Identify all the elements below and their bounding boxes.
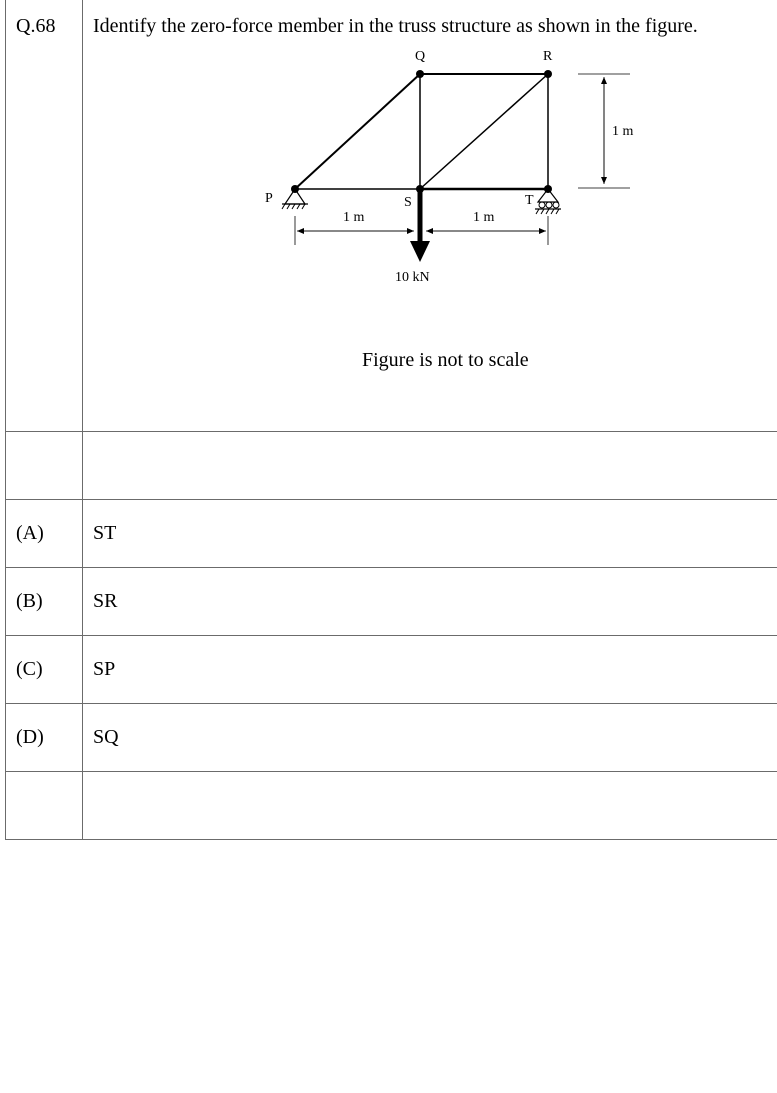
- option-text-cell[interactable]: [83, 500, 777, 568]
- dimension-height-label: 1 m: [612, 124, 634, 139]
- option-text: SQ: [93, 726, 119, 748]
- question-table: [5, 0, 777, 840]
- dimension-left-label: 1 m: [343, 210, 365, 225]
- option-row-c[interactable]: [6, 636, 777, 704]
- option-label: (B): [16, 590, 43, 612]
- option-text-cell[interactable]: [83, 704, 777, 772]
- load-arrow: [410, 189, 430, 262]
- option-label: (D): [16, 726, 44, 748]
- joint-Q: [416, 70, 424, 78]
- option-label-cell: [6, 704, 83, 772]
- question-row: [6, 0, 777, 432]
- node-label-Q: Q: [415, 49, 426, 64]
- figure-caption: Figure is not to scale: [362, 349, 529, 371]
- option-text-cell[interactable]: [83, 568, 777, 636]
- option-label-cell: [6, 568, 83, 636]
- blank-row: [6, 772, 777, 840]
- node-label-S: S: [404, 195, 412, 210]
- node-label-R: R: [543, 49, 553, 64]
- blank-row: [6, 432, 777, 500]
- dimension-right-label: 1 m: [473, 210, 495, 225]
- option-text: SP: [93, 658, 116, 680]
- node-label-T: T: [525, 193, 534, 208]
- load-label: 10 kN: [395, 270, 430, 285]
- option-label-cell: [6, 500, 83, 568]
- option-row-a[interactable]: [6, 500, 777, 568]
- option-text-cell[interactable]: [83, 636, 777, 704]
- option-row-d[interactable]: [6, 704, 777, 772]
- question-text: Identify the zero-force member in the truss structure as shown in the figure.: [93, 15, 698, 37]
- option-text: ST: [93, 522, 117, 544]
- option-label: (A): [16, 522, 44, 544]
- option-text: SR: [93, 590, 118, 612]
- question-number: Q.68: [16, 15, 56, 37]
- joint-R: [544, 70, 552, 78]
- question-number-cell: [6, 0, 83, 432]
- member-PQ: [295, 74, 420, 189]
- question-body-cell: [83, 0, 777, 432]
- member-SR: [420, 74, 548, 189]
- option-row-b[interactable]: [6, 568, 777, 636]
- option-label: (C): [16, 658, 43, 680]
- truss-figure: [83, 38, 777, 418]
- option-label-cell: [6, 636, 83, 704]
- node-label-P: P: [265, 191, 273, 206]
